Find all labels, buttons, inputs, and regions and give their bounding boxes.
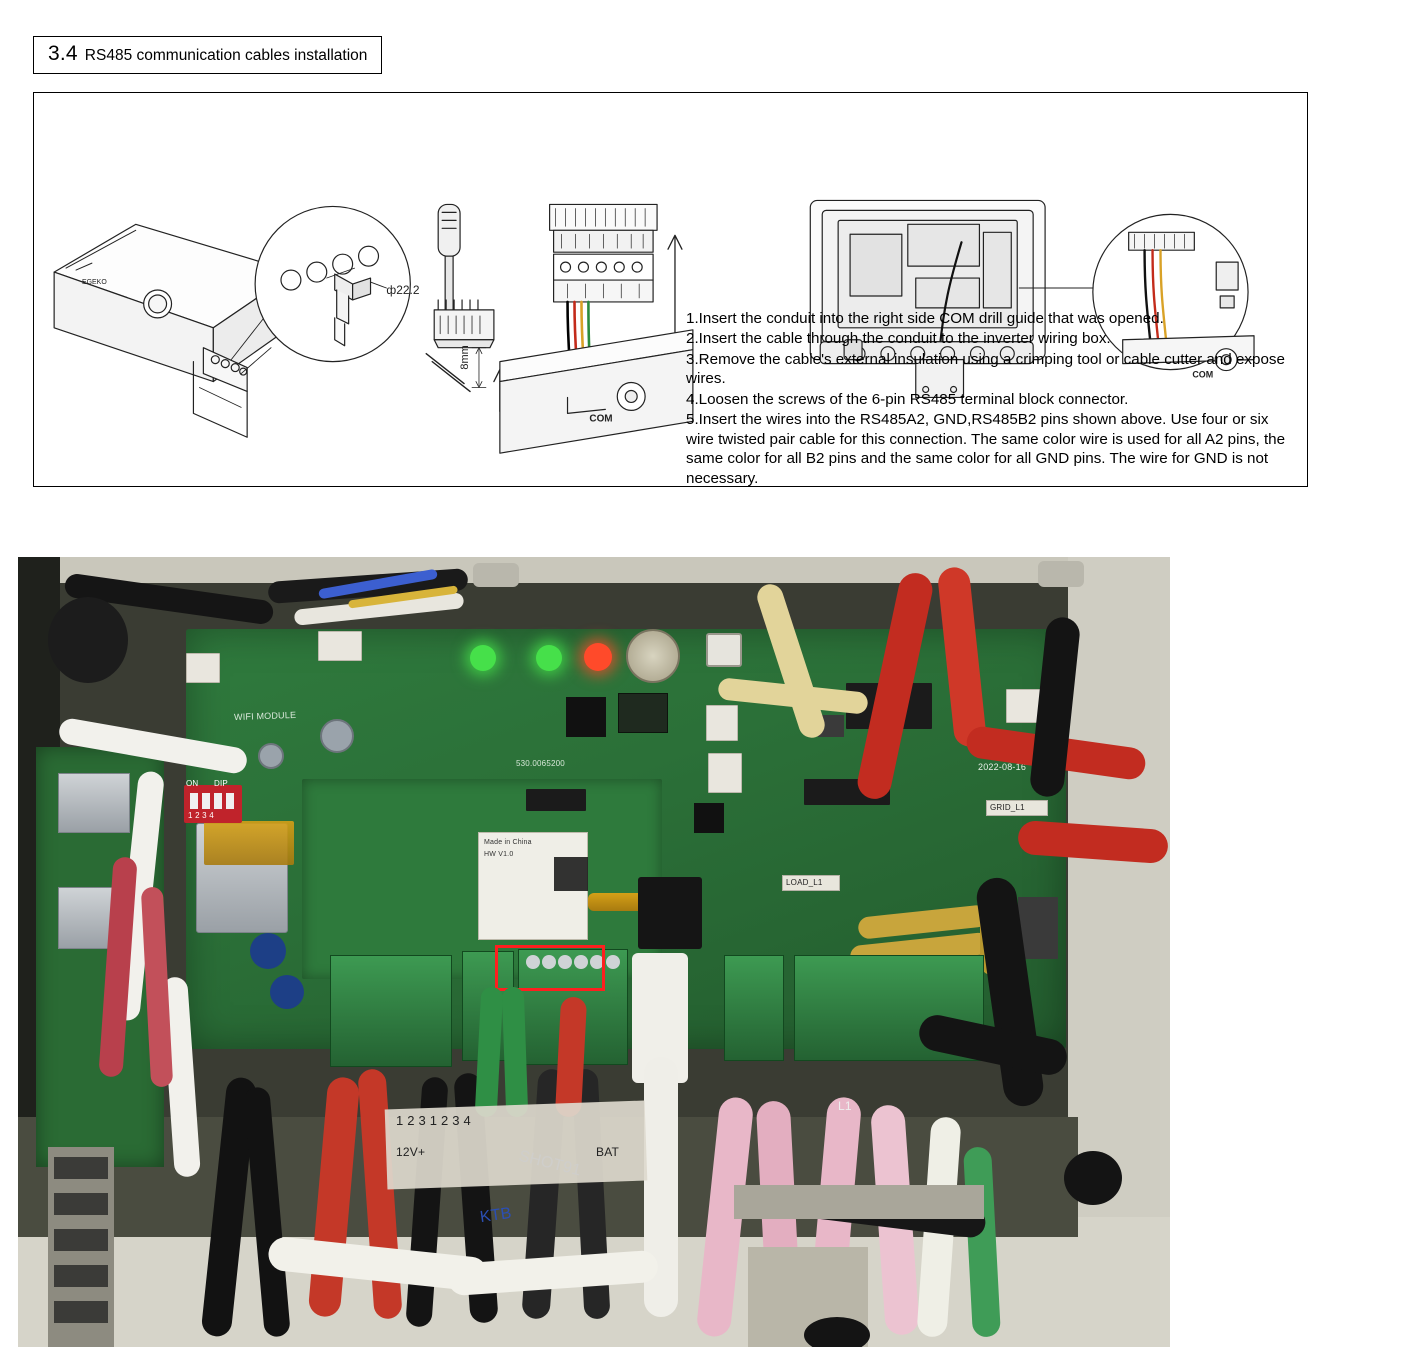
rs485-highlight-box — [495, 945, 605, 991]
module-origin-label: Made in China — [484, 839, 532, 846]
module-pn-label: 530.0065200 — [516, 759, 565, 768]
section-heading — [33, 36, 382, 74]
terminal-block-1[interactable] — [330, 955, 452, 1067]
instruction-step-5: 5.Insert the wires into the RS485A2, GND,RS485B2 pins shown above. Use four or six wire twisted pair cable for this connection. The same color wire is used for all A2 pins, the same color for all B2 pins and the same color for all GND pins. The wire for GND is not necessary. — [686, 410, 1286, 487]
instruction-step-1: 1.Insert the conduit into the right side COM drill guide that was opened. — [686, 310, 1164, 327]
load-terminal-label: LOAD_L1 — [786, 878, 823, 887]
status-led-2 — [536, 645, 562, 671]
status-led-3 — [584, 643, 612, 671]
instruction-step-2: 2.Insert the cable through the conduit to the inverter wiring box. — [686, 330, 1111, 348]
section-number: 3.4 — [48, 42, 78, 65]
terminal-block-4[interactable] — [724, 955, 784, 1061]
instruction-list — [686, 309, 1298, 489]
svg-text:EGEKO: EGEKO — [81, 279, 107, 287]
reset-button[interactable] — [706, 633, 742, 667]
svg-text:ф22.2: ф22.2 — [386, 282, 420, 297]
terminal-numbers-label: 1 2 3 1 2 3 4 — [396, 1113, 471, 1128]
dip-label: DIP — [214, 779, 228, 788]
svg-text:COM: COM — [1192, 369, 1214, 380]
date-code-label: 2022-08-16 — [978, 762, 1027, 772]
battery-label: BAT — [596, 1145, 620, 1159]
coin-cell-battery — [626, 629, 680, 683]
grid-terminal-label: GRID_L1 — [990, 803, 1025, 812]
instruction-step-4: 4.Loosen the screws of the 6-pin RS485 terminal block connector. — [686, 390, 1129, 408]
figure-box — [33, 92, 1308, 487]
section-title-text: RS485 communication cables installation — [84, 47, 368, 64]
handwritten-note-2: KTB — [478, 1204, 513, 1227]
status-led-1 — [470, 645, 496, 671]
dip-on-label: ON — [186, 779, 199, 788]
wifi-module-label: WIFI MODULE — [233, 709, 297, 723]
installation-photo — [18, 557, 1170, 1347]
svg-text:COM: COM — [589, 413, 613, 425]
figure-drawing-area — [34, 93, 1307, 486]
svg-text:8mm: 8mm — [459, 345, 472, 370]
dip-positions: 1 2 3 4 — [188, 811, 214, 820]
instruction-step-3: 3.Remove the cable's external insulation using a crimping tool or cable cutter and expose wires. — [686, 350, 1285, 388]
voltage-label: 12V+ — [396, 1145, 426, 1159]
module-hw-label: HW V1.0 — [484, 851, 514, 858]
phase-label: L1 — [838, 1099, 852, 1113]
